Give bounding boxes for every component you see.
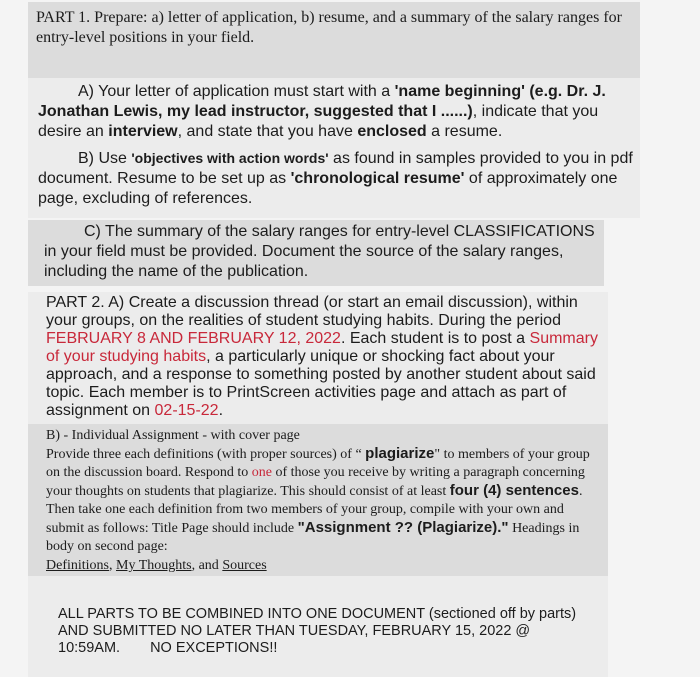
part1-c-paragraph: C) The summary of the salary ranges for entry-level CLASSIFICATIONS in your field must be provided. Document the source of the salary ranges, including the name of the publication. [44,223,595,280]
my-thoughts-heading: My Thoughts [116,558,192,573]
footer-line1: ALL PARTS TO BE COMBINED INTO ONE DOCUMENT (sectioned off by parts) [58,606,577,622]
part-b-block [28,424,608,576]
part1-heading: PART 1. Prepare: a) letter of application, b) resume, and a summary of the salary ranges for entry-level positions in your field. [36,9,622,46]
definitions-heading: Definitions [46,558,109,573]
part-b-paragraph: Provide three each definitions (with proper sources) of “ plagiarize" to members of your group on the discussion board. Respond to one of those you receive by writing a paragraph concerning your thoughts on students that plagiarize. This should consist of at least four (4) sentences. Then take one each definition from two members of your group, compile with your own and submit as follows: Title Page should include "Assignment ?? (Plagiarize)." Headings in body on second page: [46,445,590,554]
sources-heading: Sources [222,558,267,573]
part2-paragraph: PART 2. A) Create a discussion thread (or start an email discussion), within your groups, on the realities of student studying habits. During the period FEBRUARY 8 AND FEBRUARY 12, 2022. Each student is to post a Summary of your studying habits, a particularly unique or shocking fact about your approach, and a response to something posted by another student about said topic. Each member is to PrintScreen activities page and attach as part of assignment on 02-15-22. [46,294,598,419]
footer-line2: AND SUBMITTED NO LATER THAN TUESDAY, FEBRUARY 15, 2022 @ [58,623,531,639]
part1-heading-block [28,2,640,78]
part-b-headings-line: Definitions, My Thoughts, and Sources [46,558,267,573]
footer-line3: 10:59AM. NO EXCEPTIONS!! [58,640,278,656]
part1-a-paragraph: A) Your letter of application must start with a 'name beginning' (e.g. Dr. J. Jonathan Lewis, my lead instructor, suggested that I ......), indicate that you desire an interview, and state that you have enclosed a resume. [38,83,606,140]
part1-c-block [28,220,604,286]
footer-block [28,576,608,677]
part1-a-block [28,78,640,218]
part2-block [28,292,608,424]
part1-b-paragraph: B) Use 'objectives with action words' as found in samples provided to you in pdf document. Resume to be set up as 'chronological resume' of approximately one page, excluding of references. [38,150,633,207]
part-b-heading: B) - Individual Assignment - with cover page [46,428,300,443]
